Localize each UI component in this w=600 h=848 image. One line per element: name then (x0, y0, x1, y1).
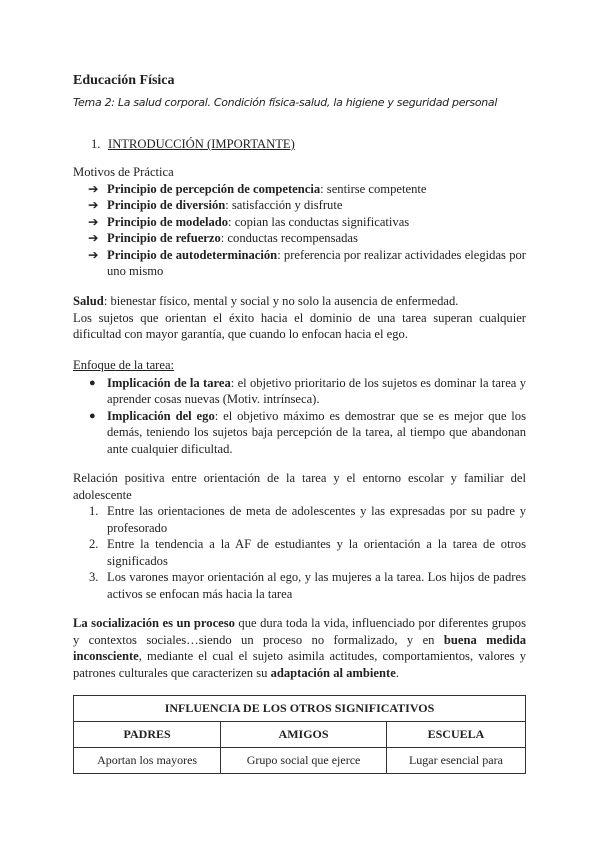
enfoque-heading: Enfoque de la tarea: (73, 358, 175, 372)
item-term: Implicación de la tarea (107, 375, 231, 390)
bullet-icon: ● (89, 409, 96, 422)
table-header-cell: PADRES (74, 722, 221, 748)
relacion-intro: Relación positiva entre orientación de la tarea y el entorno escolar y familiar del adolescente (73, 471, 526, 502)
socializacion-text-1: que dura toda la vida, influenciado por diferentes grupos y contextos sociales…siendo un proceso no formalizado, y en (73, 616, 526, 647)
item-text: Los varones mayor orientación al ego, y las mujeres a la tarea. Los hijos de padres activos se enfocan más hacia la tarea (107, 570, 526, 601)
arrow-icon: ➔ (88, 214, 99, 229)
item-text: : sentirse competente (320, 181, 427, 196)
arrow-icon: ➔ (88, 231, 99, 245)
bullet-icon: ● (89, 376, 96, 389)
list-item (73, 503, 526, 536)
item-text: : copian las conductas significativas (228, 214, 410, 229)
table-title-row (74, 696, 526, 722)
table-cell: Grupo social que ejerce (221, 748, 387, 774)
salud-definition (73, 293, 526, 310)
motivos-heading: Motivos de Práctica (73, 165, 174, 179)
list-item (73, 536, 526, 569)
motivos-section (73, 164, 526, 280)
document-subtitle: Tema 2: La salud corporal. Condición física-salud, la higiene y seguridad personal (73, 96, 498, 109)
socializacion-paragraph (73, 615, 526, 681)
item-term: Principio de diversión (107, 198, 226, 212)
table-header-cell: ESCUELA (386, 722, 525, 748)
list-item (73, 214, 526, 231)
item-text: Entre la tendencia a la AF de estudiantes y la orientación a la tarea de otros significados (107, 537, 526, 568)
socializacion-bold-3: adaptación al ambiente (270, 665, 396, 680)
item-number: 2. (89, 537, 99, 551)
socializacion-bold-2: buena medida inconsciente (73, 632, 527, 663)
table-row (74, 748, 526, 774)
item-text: : el objetivo máximo es demostrar que se es mejor que los demás, teniendo los sujetos baja percepción de la tarea, al tiempo que abandonan ante cualquier dificultad. (107, 408, 526, 456)
list-item (73, 408, 526, 458)
enfoque-list (73, 375, 526, 458)
list-item (73, 181, 526, 198)
item-term: Principio de percepción de competencia (107, 181, 321, 196)
relacion-section (73, 470, 526, 602)
document-title: Educación Física (73, 73, 175, 88)
socializacion-text-3: . (395, 665, 399, 680)
enfoque-section (73, 357, 526, 457)
item-term: Implicación del ego (107, 408, 215, 423)
list-item (73, 247, 526, 280)
list-item (73, 197, 526, 214)
item-text: : preferencia por realizar actividades elegidas por uno mismo (107, 247, 526, 278)
socializacion-bold-1: La socialización es un proceso (73, 616, 235, 630)
arrow-icon: ➔ (88, 247, 99, 262)
list-item (73, 230, 526, 247)
motivos-list (73, 181, 526, 280)
table-header-row (74, 722, 526, 748)
list-item (73, 569, 526, 602)
table-title: INFLUENCIA DE LOS OTROS SIGNIFICATIVOS (74, 696, 526, 722)
section-label: INTRODUCCIÓN (IMPORTANTE) (108, 137, 295, 151)
item-term: Principio de modelado (107, 214, 229, 229)
item-term: Principio de autodeterminación (107, 247, 278, 262)
table-cell: Lugar esencial para (386, 748, 525, 774)
relacion-list (73, 503, 526, 602)
salud-paragraph: Los sujetos que orientan el éxito hacia el dominio de una tarea superan cualquier dificultad con mayor garantía, que cuando lo enfocan hacia el ego. (73, 310, 526, 341)
arrow-icon: ➔ (88, 181, 99, 196)
item-number: 3. (89, 570, 99, 584)
arrow-icon: ➔ (88, 198, 99, 212)
salud-term: Salud (73, 294, 104, 308)
influencia-table (73, 695, 526, 774)
table-header-cell: AMIGOS (221, 722, 387, 748)
list-item (73, 375, 526, 408)
item-text: : conductas recompensadas (220, 231, 358, 245)
salud-text: : bienestar físico, mental y social y no solo la ausencia de enfermedad. (103, 294, 459, 308)
item-text: : satisfacción y disfrute (225, 198, 343, 212)
item-text: Entre las orientaciones de meta de adolescentes y las expresadas por su padre y profesorado (107, 504, 526, 535)
item-text: : el objetivo prioritario de los sujetos es dominar la tarea y aprender cosas nuevas (Motiv. intrínseca). (107, 375, 526, 406)
socializacion-text-2: , mediante el cual el sujeto asimila actitudes, comportamientos, valores y patrones culturales que caracterizen su (73, 649, 526, 680)
table-cell: Aportan los mayores (74, 748, 221, 774)
item-term: Principio de refuerzo (107, 231, 221, 245)
item-number: 1. (89, 504, 99, 518)
section-number: 1. (91, 137, 101, 151)
section-heading (91, 137, 295, 152)
salud-section (73, 293, 526, 343)
